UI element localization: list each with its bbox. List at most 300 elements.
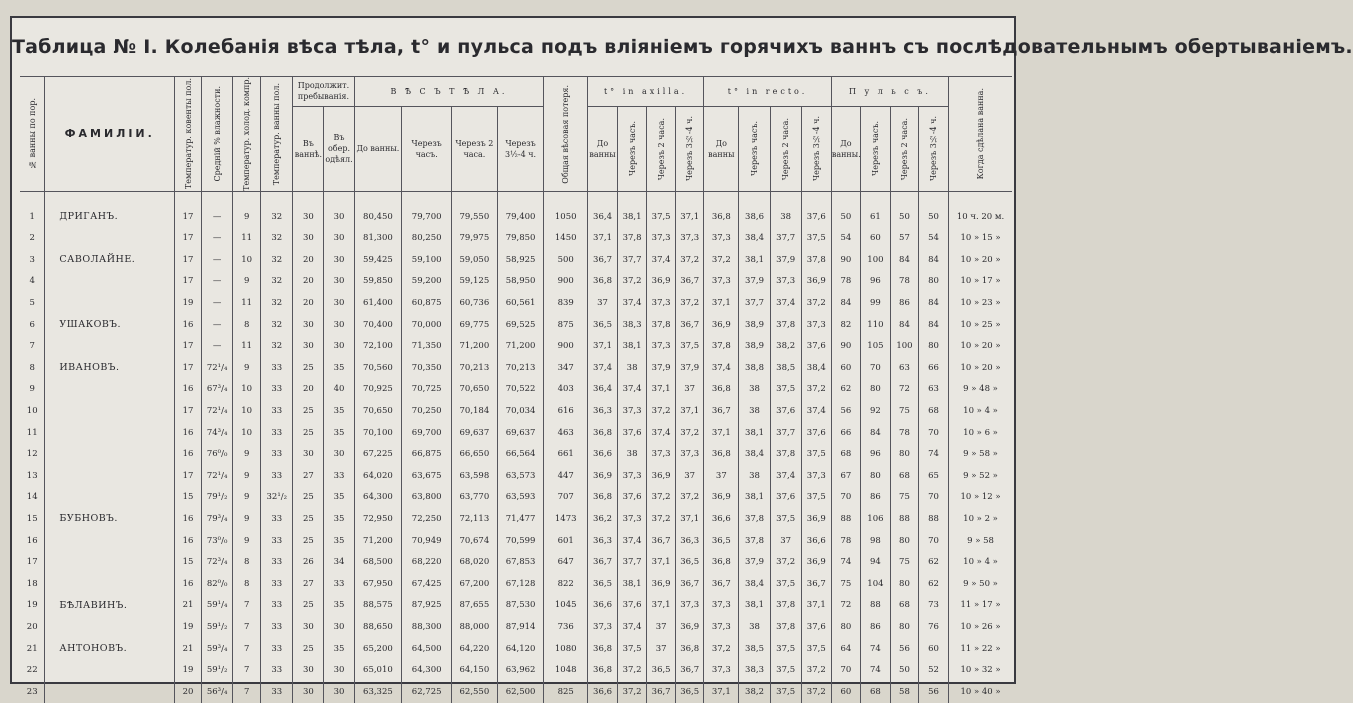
table-cell: 66: [831, 422, 860, 444]
table-cell: 69,775: [452, 314, 498, 336]
row-number: 3: [29, 254, 35, 265]
col-name-header: ФАМИЛІИ.: [45, 77, 175, 192]
table-cell: 88: [918, 508, 948, 530]
table-cell: 87,530: [497, 595, 544, 617]
table-cell: 37,2: [676, 422, 704, 444]
table-cell: 63,770: [452, 487, 498, 509]
table-cell: 647: [544, 551, 588, 573]
table-cell: 36,7: [676, 573, 704, 595]
table-cell: 11: [233, 227, 261, 249]
table-cell: 30: [324, 227, 354, 249]
surname-cell: [45, 271, 175, 293]
table-cell: 1473: [544, 508, 588, 530]
table-cell: 59¹/₂: [202, 616, 233, 638]
table-cell: 37,9: [770, 249, 801, 271]
table-cell: 37,1: [676, 191, 704, 227]
table-cell: —: [202, 249, 233, 271]
table-cell: 37,7: [618, 551, 647, 573]
row-number: 2: [29, 233, 35, 244]
table-cell: 36,9: [801, 508, 831, 530]
table-cell: 10: [233, 400, 261, 422]
row-number: 10: [26, 406, 38, 417]
table-row: [20, 357, 1012, 379]
table-cell: 36,9: [587, 465, 617, 487]
p-1h-header: Черезъ часъ.: [860, 106, 890, 191]
ax-2h-header: Черезъ 2 часа.: [647, 106, 676, 191]
table-cell: 59,200: [402, 271, 452, 293]
table-cell: 84: [918, 314, 948, 336]
table-cell: 822: [544, 573, 588, 595]
table-cell: 36,7: [676, 314, 704, 336]
table-cell: 25: [293, 487, 324, 509]
table-cell: 70,400: [354, 314, 402, 336]
table-cell: 37,3: [704, 271, 739, 293]
table-cell: 37: [587, 292, 617, 314]
table-cell: 88: [831, 508, 860, 530]
table-cell: 60,875: [402, 292, 452, 314]
w-34h-header: Черезъ 3½-4 ч.: [497, 106, 544, 191]
table-cell: 80: [890, 573, 918, 595]
table-cell: 37,2: [801, 681, 831, 703]
table-cell: 36,3: [587, 530, 617, 552]
table-cell: 70,184: [452, 400, 498, 422]
table-cell: 36,8: [587, 659, 617, 681]
table-cell: 900: [544, 271, 588, 293]
table-cell: 70,034: [497, 400, 544, 422]
table-cell: 72¹/₄: [202, 400, 233, 422]
table-cell: 37,9: [676, 357, 704, 379]
table-cell: 1450: [544, 227, 588, 249]
row-number: 12: [26, 449, 38, 460]
surname-cell: ИВАНОВЪ.: [45, 357, 175, 379]
table-cell: 32: [261, 314, 293, 336]
table-cell: 67,225: [354, 443, 402, 465]
table-cell: 37,7: [770, 227, 801, 249]
table-cell: 52: [918, 659, 948, 681]
row-number: 23: [26, 686, 38, 697]
table-cell: 33: [261, 573, 293, 595]
table-cell: 37,2: [676, 292, 704, 314]
table-cell: 68: [890, 465, 918, 487]
table-cell: 100: [890, 335, 918, 357]
table-row: [20, 595, 1012, 617]
col-loss-header: Общая вѣсовая потеря.: [544, 77, 588, 192]
table-cell: 64,150: [452, 659, 498, 681]
table-cell: —: [202, 191, 233, 227]
table-cell: 37,4: [618, 530, 647, 552]
table-cell: 36,7: [587, 249, 617, 271]
table-cell: 66,650: [452, 443, 498, 465]
table-cell: 37,2: [676, 249, 704, 271]
table-cell: 63,800: [402, 487, 452, 509]
table-cell: 69,700: [402, 422, 452, 444]
table-cell: 30: [293, 314, 324, 336]
table-cell: 36,7: [647, 530, 676, 552]
table-cell: 94: [860, 551, 890, 573]
table-cell: 37,4: [647, 249, 676, 271]
table-cell: 38,4: [739, 573, 770, 595]
table-row: [20, 422, 1012, 444]
table-cell: 30: [324, 314, 354, 336]
table-cell: 38: [739, 379, 770, 401]
surname-cell: АНТОНОВЪ.: [45, 638, 175, 660]
table-cell: 17: [175, 227, 202, 249]
table-cell: 37,1: [647, 551, 676, 573]
table-cell: 38,4: [739, 227, 770, 249]
table-cell: 26: [293, 551, 324, 573]
table-cell: 36,7: [676, 271, 704, 293]
table-cell: 19: [175, 616, 202, 638]
table-cell: 9 » 50 »: [949, 573, 1012, 595]
row-number: 21: [26, 643, 38, 654]
table-cell: 71,200: [452, 335, 498, 357]
table-cell: 68: [918, 400, 948, 422]
table-cell: 68: [890, 595, 918, 617]
surname-cell: [45, 616, 175, 638]
axilla-group-header: t° in axilla.: [587, 77, 703, 107]
table-cell: 67,950: [354, 573, 402, 595]
table-cell: 80,450: [354, 191, 402, 227]
table-cell: 37,5: [770, 508, 801, 530]
col-bath-temp-header: Температур. ковенты пол.: [175, 77, 202, 192]
table-cell: 37,1: [676, 508, 704, 530]
table-cell: 30: [293, 227, 324, 249]
table-cell: 72¹/₄: [202, 465, 233, 487]
table-cell: 11 » 17 »: [949, 595, 1012, 617]
table-cell: 75: [890, 400, 918, 422]
table-cell: 25: [293, 357, 324, 379]
table-cell: 839: [544, 292, 588, 314]
table-cell: 36,2: [587, 508, 617, 530]
row-number: 6: [29, 319, 35, 330]
table-cell: 10: [233, 379, 261, 401]
table-cell: 67³/₄: [202, 379, 233, 401]
table-cell: 36,4: [587, 191, 617, 227]
col-water-temp-header: Температур. ванны пол.: [261, 77, 293, 192]
table-cell: 38,8: [739, 357, 770, 379]
table-cell: 37,3: [647, 335, 676, 357]
table-cell: 36,7: [704, 573, 739, 595]
table-cell: 70,925: [354, 379, 402, 401]
table-cell: 37,2: [618, 681, 647, 703]
table-cell: 63,325: [354, 681, 402, 703]
table-cell: 65: [918, 465, 948, 487]
table-cell: 36,9: [647, 573, 676, 595]
table-cell: 11: [233, 335, 261, 357]
table-cell: 92: [860, 400, 890, 422]
table-cell: 37,5: [618, 638, 647, 660]
table-cell: 10 » 12 »: [949, 487, 1012, 509]
w-1h-header: Черезъ часъ.: [402, 106, 452, 191]
table-cell: 35: [324, 638, 354, 660]
table-cell: 37,5: [770, 379, 801, 401]
table-cell: 38: [618, 357, 647, 379]
table-cell: 16: [175, 443, 202, 465]
table-cell: 56: [890, 638, 918, 660]
table-cell: 30: [324, 616, 354, 638]
table-cell: 616: [544, 400, 588, 422]
table-cell: 38,4: [739, 443, 770, 465]
table-cell: 60,736: [452, 292, 498, 314]
table-cell: 34: [324, 551, 354, 573]
table-cell: 10 ч. 20 м.: [949, 191, 1012, 227]
surname-cell: [45, 400, 175, 422]
table-cell: 37: [704, 465, 739, 487]
table-cell: 37,2: [618, 271, 647, 293]
table-cell: 9: [233, 357, 261, 379]
row-number: 5: [29, 298, 35, 309]
table-cell: 35: [324, 357, 354, 379]
table-cell: 38,6: [739, 191, 770, 227]
table-cell: 37,4: [647, 422, 676, 444]
table-cell: 36,9: [801, 551, 831, 573]
table-cell: 9: [233, 443, 261, 465]
table-cell: 38,5: [739, 638, 770, 660]
surname-cell: [45, 465, 175, 487]
table-cell: 80,250: [402, 227, 452, 249]
table-cell: 37,2: [647, 487, 676, 509]
table-cell: 80: [860, 379, 890, 401]
table-cell: 37,4: [618, 616, 647, 638]
table-cell: 16: [175, 530, 202, 552]
table-cell: 36,8: [676, 638, 704, 660]
table-cell: 7: [233, 638, 261, 660]
table-cell: 37,6: [618, 422, 647, 444]
w-before-header: До ванны.: [354, 106, 402, 191]
table-cell: 62: [831, 379, 860, 401]
table-cell: 84: [890, 249, 918, 271]
table-cell: 106: [860, 508, 890, 530]
table-cell: 36,6: [587, 595, 617, 617]
table-cell: 37,5: [801, 638, 831, 660]
table-cell: 7: [233, 681, 261, 703]
table-row: [20, 335, 1012, 357]
table-cell: 36,8: [587, 487, 617, 509]
table-cell: 69,637: [497, 422, 544, 444]
table-cell: 20: [175, 681, 202, 703]
table-cell: 37,4: [770, 292, 801, 314]
table-cell: 20: [293, 292, 324, 314]
table-cell: 10 » 25 »: [949, 314, 1012, 336]
table-cell: 30: [293, 443, 324, 465]
table-cell: 56³/₄: [202, 681, 233, 703]
table-cell: 36,5: [587, 573, 617, 595]
table-row: [20, 400, 1012, 422]
table-cell: 70,674: [452, 530, 498, 552]
table-cell: 63,593: [497, 487, 544, 509]
recto-group-header: t° in recto.: [704, 77, 832, 107]
surname-cell: [45, 681, 175, 703]
table-cell: 54: [918, 227, 948, 249]
table-cell: 37: [647, 638, 676, 660]
data-table: [20, 76, 1012, 703]
table-cell: 19: [175, 292, 202, 314]
table-cell: 36,9: [647, 465, 676, 487]
table-cell: 37,2: [801, 292, 831, 314]
table-cell: 64,120: [497, 638, 544, 660]
table-cell: 50: [890, 191, 918, 227]
table-cell: 56: [831, 400, 860, 422]
table-row: [20, 638, 1012, 660]
table-cell: 80: [860, 465, 890, 487]
table-cell: 9: [233, 530, 261, 552]
table-cell: 37,8: [704, 335, 739, 357]
table-cell: 17: [175, 191, 202, 227]
table-cell: 17: [175, 465, 202, 487]
table-cell: 10 » 2 »: [949, 508, 1012, 530]
table-cell: 37,3: [704, 616, 739, 638]
table-cell: 38,2: [770, 335, 801, 357]
surname-cell: [45, 659, 175, 681]
p-before-header: До ванны.: [831, 106, 860, 191]
table-cell: 10 » 4 »: [949, 400, 1012, 422]
table-cell: 37,6: [801, 616, 831, 638]
table-cell: 74: [860, 638, 890, 660]
table-cell: 70,100: [354, 422, 402, 444]
table-row: [20, 379, 1012, 401]
table-row: [20, 551, 1012, 573]
table-cell: 37,1: [704, 422, 739, 444]
table-cell: 736: [544, 616, 588, 638]
table-row: [20, 443, 1012, 465]
table-cell: —: [202, 227, 233, 249]
table-row: [20, 191, 1012, 227]
table-cell: 110: [860, 314, 890, 336]
table-cell: 74: [831, 551, 860, 573]
table-cell: 38,4: [801, 357, 831, 379]
table-cell: 66,875: [402, 443, 452, 465]
table-cell: 99: [860, 292, 890, 314]
table-cell: 59,850: [354, 271, 402, 293]
table-row: [20, 227, 1012, 249]
table-cell: 68,020: [452, 551, 498, 573]
table-cell: 74: [918, 443, 948, 465]
table-cell: 70,650: [452, 379, 498, 401]
table-cell: 105: [860, 335, 890, 357]
row-number: 1: [29, 211, 35, 222]
table-cell: 63: [890, 357, 918, 379]
table-cell: 37,3: [647, 227, 676, 249]
table-cell: 37,3: [587, 616, 617, 638]
table-cell: 87,925: [402, 595, 452, 617]
table-cell: —: [202, 292, 233, 314]
table-cell: 37,1: [587, 335, 617, 357]
table-cell: 87,655: [452, 595, 498, 617]
table-cell: 38,1: [739, 422, 770, 444]
table-cell: 30: [324, 681, 354, 703]
table-cell: 58: [890, 681, 918, 703]
table-cell: 37,8: [618, 227, 647, 249]
table-cell: 61: [860, 191, 890, 227]
table-cell: 37,8: [770, 595, 801, 617]
table-cell: 27: [293, 573, 324, 595]
table-cell: 37,3: [647, 443, 676, 465]
table-cell: 76⁰/₀: [202, 443, 233, 465]
p-2h-header: Черезъ 2 часа.: [890, 106, 918, 191]
table-cell: 10 » 15 »: [949, 227, 1012, 249]
table-cell: 70: [831, 659, 860, 681]
table-body: [20, 191, 1012, 702]
table-cell: 37,1: [647, 595, 676, 617]
row-number: 8: [29, 362, 35, 373]
row-number: 19: [26, 600, 38, 611]
table-cell: 62,550: [452, 681, 498, 703]
table-cell: 50: [918, 191, 948, 227]
table-cell: 30: [324, 659, 354, 681]
table-cell: —: [202, 314, 233, 336]
table-cell: 661: [544, 443, 588, 465]
table-cell: 37: [676, 379, 704, 401]
table-cell: 80: [890, 530, 918, 552]
table-cell: 75: [831, 573, 860, 595]
table-cell: 37: [676, 465, 704, 487]
table-cell: 84: [918, 292, 948, 314]
table-cell: 37,5: [770, 659, 801, 681]
table-cell: 875: [544, 314, 588, 336]
table-cell: 37,1: [647, 379, 676, 401]
table-cell: 37,6: [618, 595, 647, 617]
table-cell: 36,7: [587, 551, 617, 573]
table-row: [20, 249, 1012, 271]
surname-cell: САВОЛАЙНЕ.: [45, 249, 175, 271]
table-cell: 96: [860, 443, 890, 465]
table-cell: 66: [918, 357, 948, 379]
table-cell: 71,200: [497, 335, 544, 357]
table-row: [20, 487, 1012, 509]
table-cell: 37,7: [739, 292, 770, 314]
table-row: [20, 314, 1012, 336]
surname-cell: [45, 487, 175, 509]
table-cell: 33: [261, 551, 293, 573]
table-cell: 37,5: [770, 638, 801, 660]
table-cell: 1080: [544, 638, 588, 660]
table-cell: 500: [544, 249, 588, 271]
table-cell: 70,599: [497, 530, 544, 552]
table-cell: 9 » 48 »: [949, 379, 1012, 401]
row-number: 18: [26, 578, 38, 589]
table-cell: 62,725: [402, 681, 452, 703]
table-cell: 35: [324, 530, 354, 552]
table-cell: 60: [860, 227, 890, 249]
table-cell: 36,8: [704, 191, 739, 227]
table-cell: 707: [544, 487, 588, 509]
table-cell: 80: [890, 616, 918, 638]
surname-cell: БѢЛАВИНЪ.: [45, 595, 175, 617]
table-cell: 71,200: [354, 530, 402, 552]
row-number: 11: [26, 427, 38, 438]
table-cell: 38,9: [739, 314, 770, 336]
table-cell: 37,8: [739, 508, 770, 530]
table-cell: 38,5: [770, 357, 801, 379]
row-number: 9: [29, 384, 35, 395]
table-cell: 38,1: [739, 249, 770, 271]
table-cell: 68: [831, 443, 860, 465]
table-cell: 33: [261, 659, 293, 681]
table-cell: 38,1: [618, 573, 647, 595]
table-cell: 86: [890, 292, 918, 314]
table-cell: 17: [175, 357, 202, 379]
table-cell: 62: [918, 551, 948, 573]
table-cell: 37,6: [801, 191, 831, 227]
table-cell: 37,5: [770, 573, 801, 595]
table-cell: 63,598: [452, 465, 498, 487]
table-cell: 347: [544, 357, 588, 379]
table-cell: 25: [293, 508, 324, 530]
surname-cell: [45, 530, 175, 552]
table-cell: 62: [918, 573, 948, 595]
table-cell: 37,6: [618, 487, 647, 509]
table-cell: 68,220: [402, 551, 452, 573]
